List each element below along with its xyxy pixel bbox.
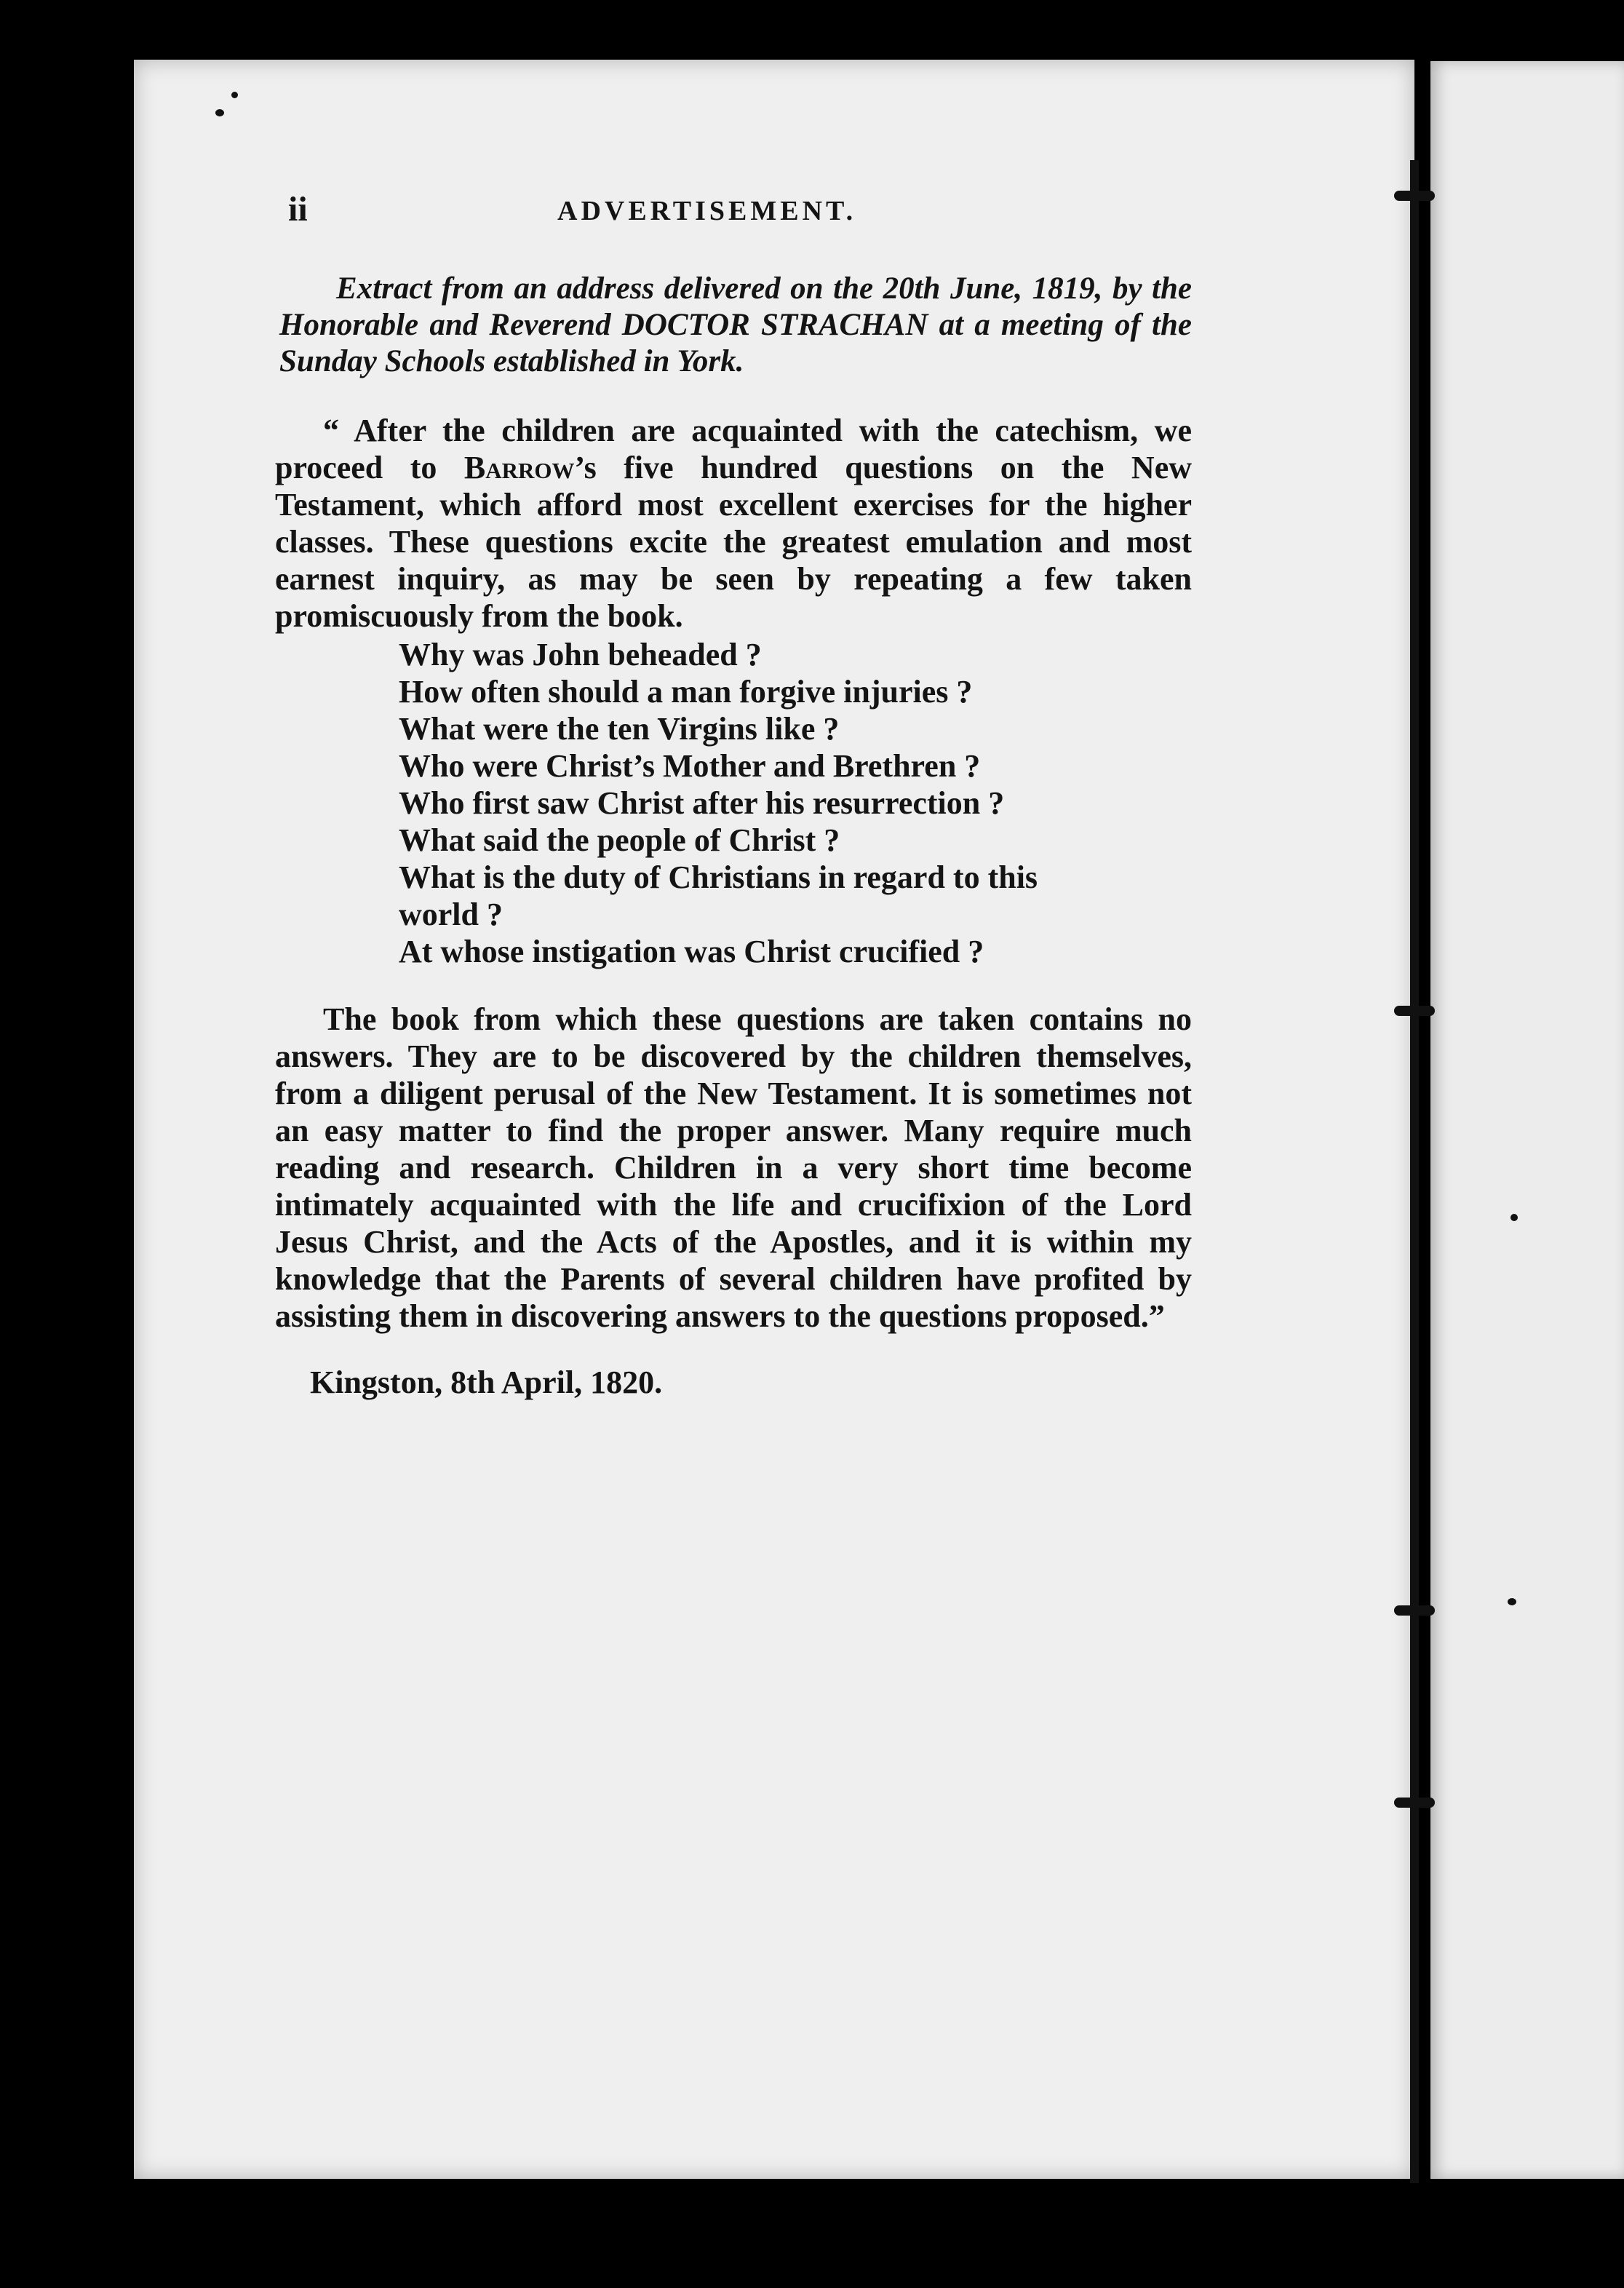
- place-date-signoff: Kingston, 8th April, 1820.: [310, 1365, 663, 1400]
- facing-page-edge: [1430, 61, 1624, 2179]
- question-item: What is the duty of Christians in regard to this: [399, 859, 1038, 895]
- binding-stitch: [1394, 1605, 1435, 1616]
- ink-speck: [1508, 1598, 1516, 1605]
- question-item: At whose instigation was Christ crucified ?: [399, 934, 984, 969]
- author-name: Barrow: [463, 450, 575, 485]
- heading-name: DOCTOR STRACHAN: [621, 308, 928, 342]
- question-item: Why was John beheaded ?: [399, 637, 762, 672]
- quote-paragraph-1: [275, 412, 1192, 635]
- page-title: ADVERTISEMENT.: [557, 196, 857, 226]
- quote-paragraph-2: The book from which these questions are taken contains no answers. They are to be discovered by the children themselves, from a diligent perusal of the New Testament. It is sometimes not an easy matter to find the proper answer. Many require much reading and research. Children in a very short time become intimately acquainted with the life and crucifixion of the Lord Jesus Christ, and the Acts of the Apostles, and it is within my knowledge that the Parents of several children have profited by assisting them in discovering answers to the questions proposed.”: [275, 1001, 1192, 1334]
- ink-speck: [215, 109, 224, 116]
- question-list: [275, 636, 1192, 970]
- question-item-continuation: world ?: [399, 897, 503, 932]
- question-item: Who first saw Christ after his resurrection ?: [399, 785, 1005, 821]
- ink-speck: [231, 92, 238, 98]
- extract-heading: [275, 271, 1192, 380]
- paragraph-text: “ After the children are acquainted with the catechism, we proceed to: [275, 413, 1192, 485]
- heading-text-end: at a meeting of the Sunday Schools established in York.: [279, 308, 1192, 378]
- page-number: ii: [288, 190, 308, 229]
- binding-gutter: [1410, 160, 1419, 2183]
- question-item: Who were Christ’s Mother and Brethren ?: [399, 748, 981, 784]
- question-item: What said the people of Christ ?: [399, 822, 840, 858]
- ink-speck: [1510, 1214, 1518, 1221]
- heading-text: Extract from an address delivered on the 20th June, 1819, by the Honorable and Reverend: [279, 271, 1192, 342]
- paragraph-text-end: ’s five hundred questions on the New Testament, which afford most excellent exercises for the higher classes. These questions excite the greatest emulation and most earnest inquiry, as may be seen by repeating a few taken promiscuously from the book.: [275, 450, 1192, 634]
- question-item: What were the ten Virgins like ?: [399, 711, 840, 747]
- question-item: How often should a man forgive injuries ?: [399, 674, 973, 710]
- page-text: [275, 189, 1192, 1401]
- binding-stitch: [1394, 1798, 1435, 1808]
- binding-stitch: [1394, 1006, 1435, 1016]
- running-head: [275, 189, 1192, 247]
- binding-stitch: [1394, 191, 1435, 201]
